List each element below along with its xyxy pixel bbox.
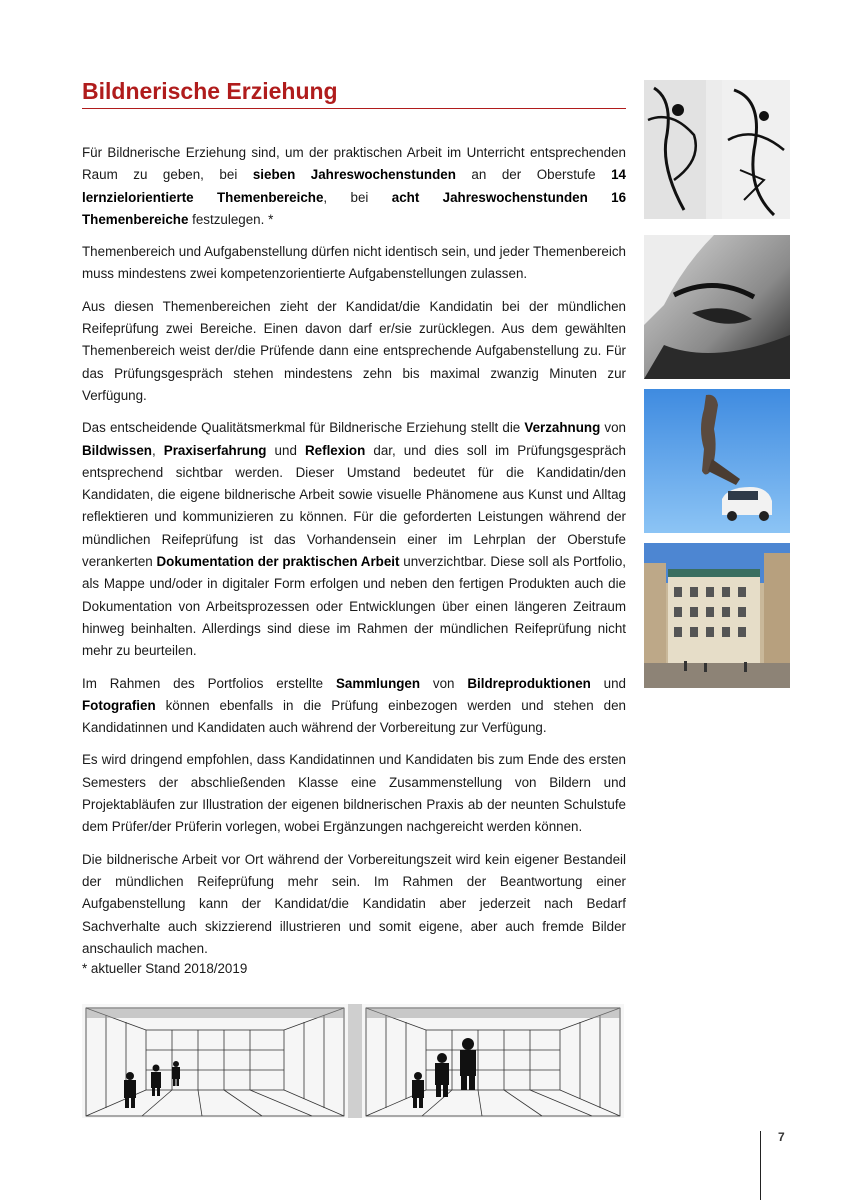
paragraph-3: Aus diesen Themenbereichen zieht der Kandidat/die Kandidatin bei der mündlichen Reifeprüfung zwei Bereiche. Einen davon darf er/sie zurücklegen. Aus dem gewählten Themenbereich weist der/die Prüfende dann eine entsprechende Aufgabenstellung zu. Für das Prüfungsgespräch stehen mindestens zehn bis maximal zwanzig Minuten zur Verfügung. xyxy=(82,298,626,403)
paragraph-6: Es wird dringend empfohlen, dass Kandidatinnen und Kandidaten bis zum Ende des ersten Semesters der abschließenden Klasse eine Zusammenstellung von Bildern und Projektabläufen zur Illustration der eigenen bildnerischen Praxis ab der neunten Schulstufe dem Prüfer/der Prüferin vorlegen, wobei Ergänzungen nachgereicht werden können. xyxy=(82,752,626,835)
paragraph-5: Im Rahmen des Portfolios erstellte Sammlungen von Bildreproduktionen und Fotografien können ebenfalls in die Prüfung einbezogen werden und stehen den Kandidatinnen und Kandidaten auch während der Vorbereitung zur Verfügung. xyxy=(82,675,627,736)
paragraph-2: Themenbereich und Aufgabenstellung dürfen nicht identisch sein, und jeder Themenbereich muss mindestens zwei kompetenzorientierte Aufgabenstellungen zulassen. xyxy=(82,244,626,282)
perspective-illusion-image xyxy=(82,1004,624,1118)
title-divider xyxy=(82,108,626,109)
building-photo-image xyxy=(644,543,790,688)
paragraph-7: Die bildnerische Arbeit vor Ort während der Vorbereitungszeit wird kein eigener Bestandeil der mündlichen Reifeprüfung mehr sein. Im Rahmen der Beantwortung einer Aufgabenstellung kann der Kandidat/die Kandidatin aber jederzeit nach Bedarf Sachverhalte auch skizzierend illustrieren und somit eigene, aber auch fremde Bilder anschaulich machen. xyxy=(82,851,626,956)
paragraph-4: Das entscheidende Qualitätsmerkmal für Bildnerische Erziehung stellt die Verzahnung von Bildwissen, Praxiserfahrung und Reflexion dar, und dies soll im Prüfungsgespräch entsprechend sichtbar werden. Dieser Umstand bedeutet für die Kandidatin/den Kandidaten, die eigene bildnerische Arbeit sowie visuelle Phänomene aus Kunst und Alltag reflektieren und kommunizieren zu können. Für die geforderten Leistungen während der mündlichen Reifeprüfung ist das Vorhandensein einer im Lehrplan der Oberstufe verankerten Dokumentation der praktischen Arbeit unverzichtbar. Diese soll als Portfolio, als Mappe und/oder in digitaler Form erfolgen und neben den fertigen Produkten auch die Dokumentation von Arbeitsprozessen oder Entwicklungen über einen längeren Zeitraum hinweg beinhalten. Allerdings sind diese im Rahmen der mündlichen Reifeprüfung nicht mehr zu beurteilen. xyxy=(82,420,627,659)
page-number-divider xyxy=(760,1131,761,1200)
page-number: 7 xyxy=(778,1130,785,1144)
page-title: Bildnerische Erziehung xyxy=(82,78,338,104)
paragraph-1: Für Bildnerische Erziehung sind, um der praktischen Arbeit im Unterricht entsprechenden Raum zu geben, bei sieben Jahreswochenstunden an der Oberstufe 14 lernzielorientierte Themenbereiche, bei acht Jahreswochenstunden 16 Themenbereiche festzulegen. * xyxy=(82,145,627,227)
surreal-car-image xyxy=(644,389,790,533)
footnote: * aktueller Stand 2018/2019 xyxy=(82,961,248,976)
body-text xyxy=(82,142,626,970)
face-photo-image xyxy=(644,235,790,379)
line-drawing-image xyxy=(644,80,790,219)
